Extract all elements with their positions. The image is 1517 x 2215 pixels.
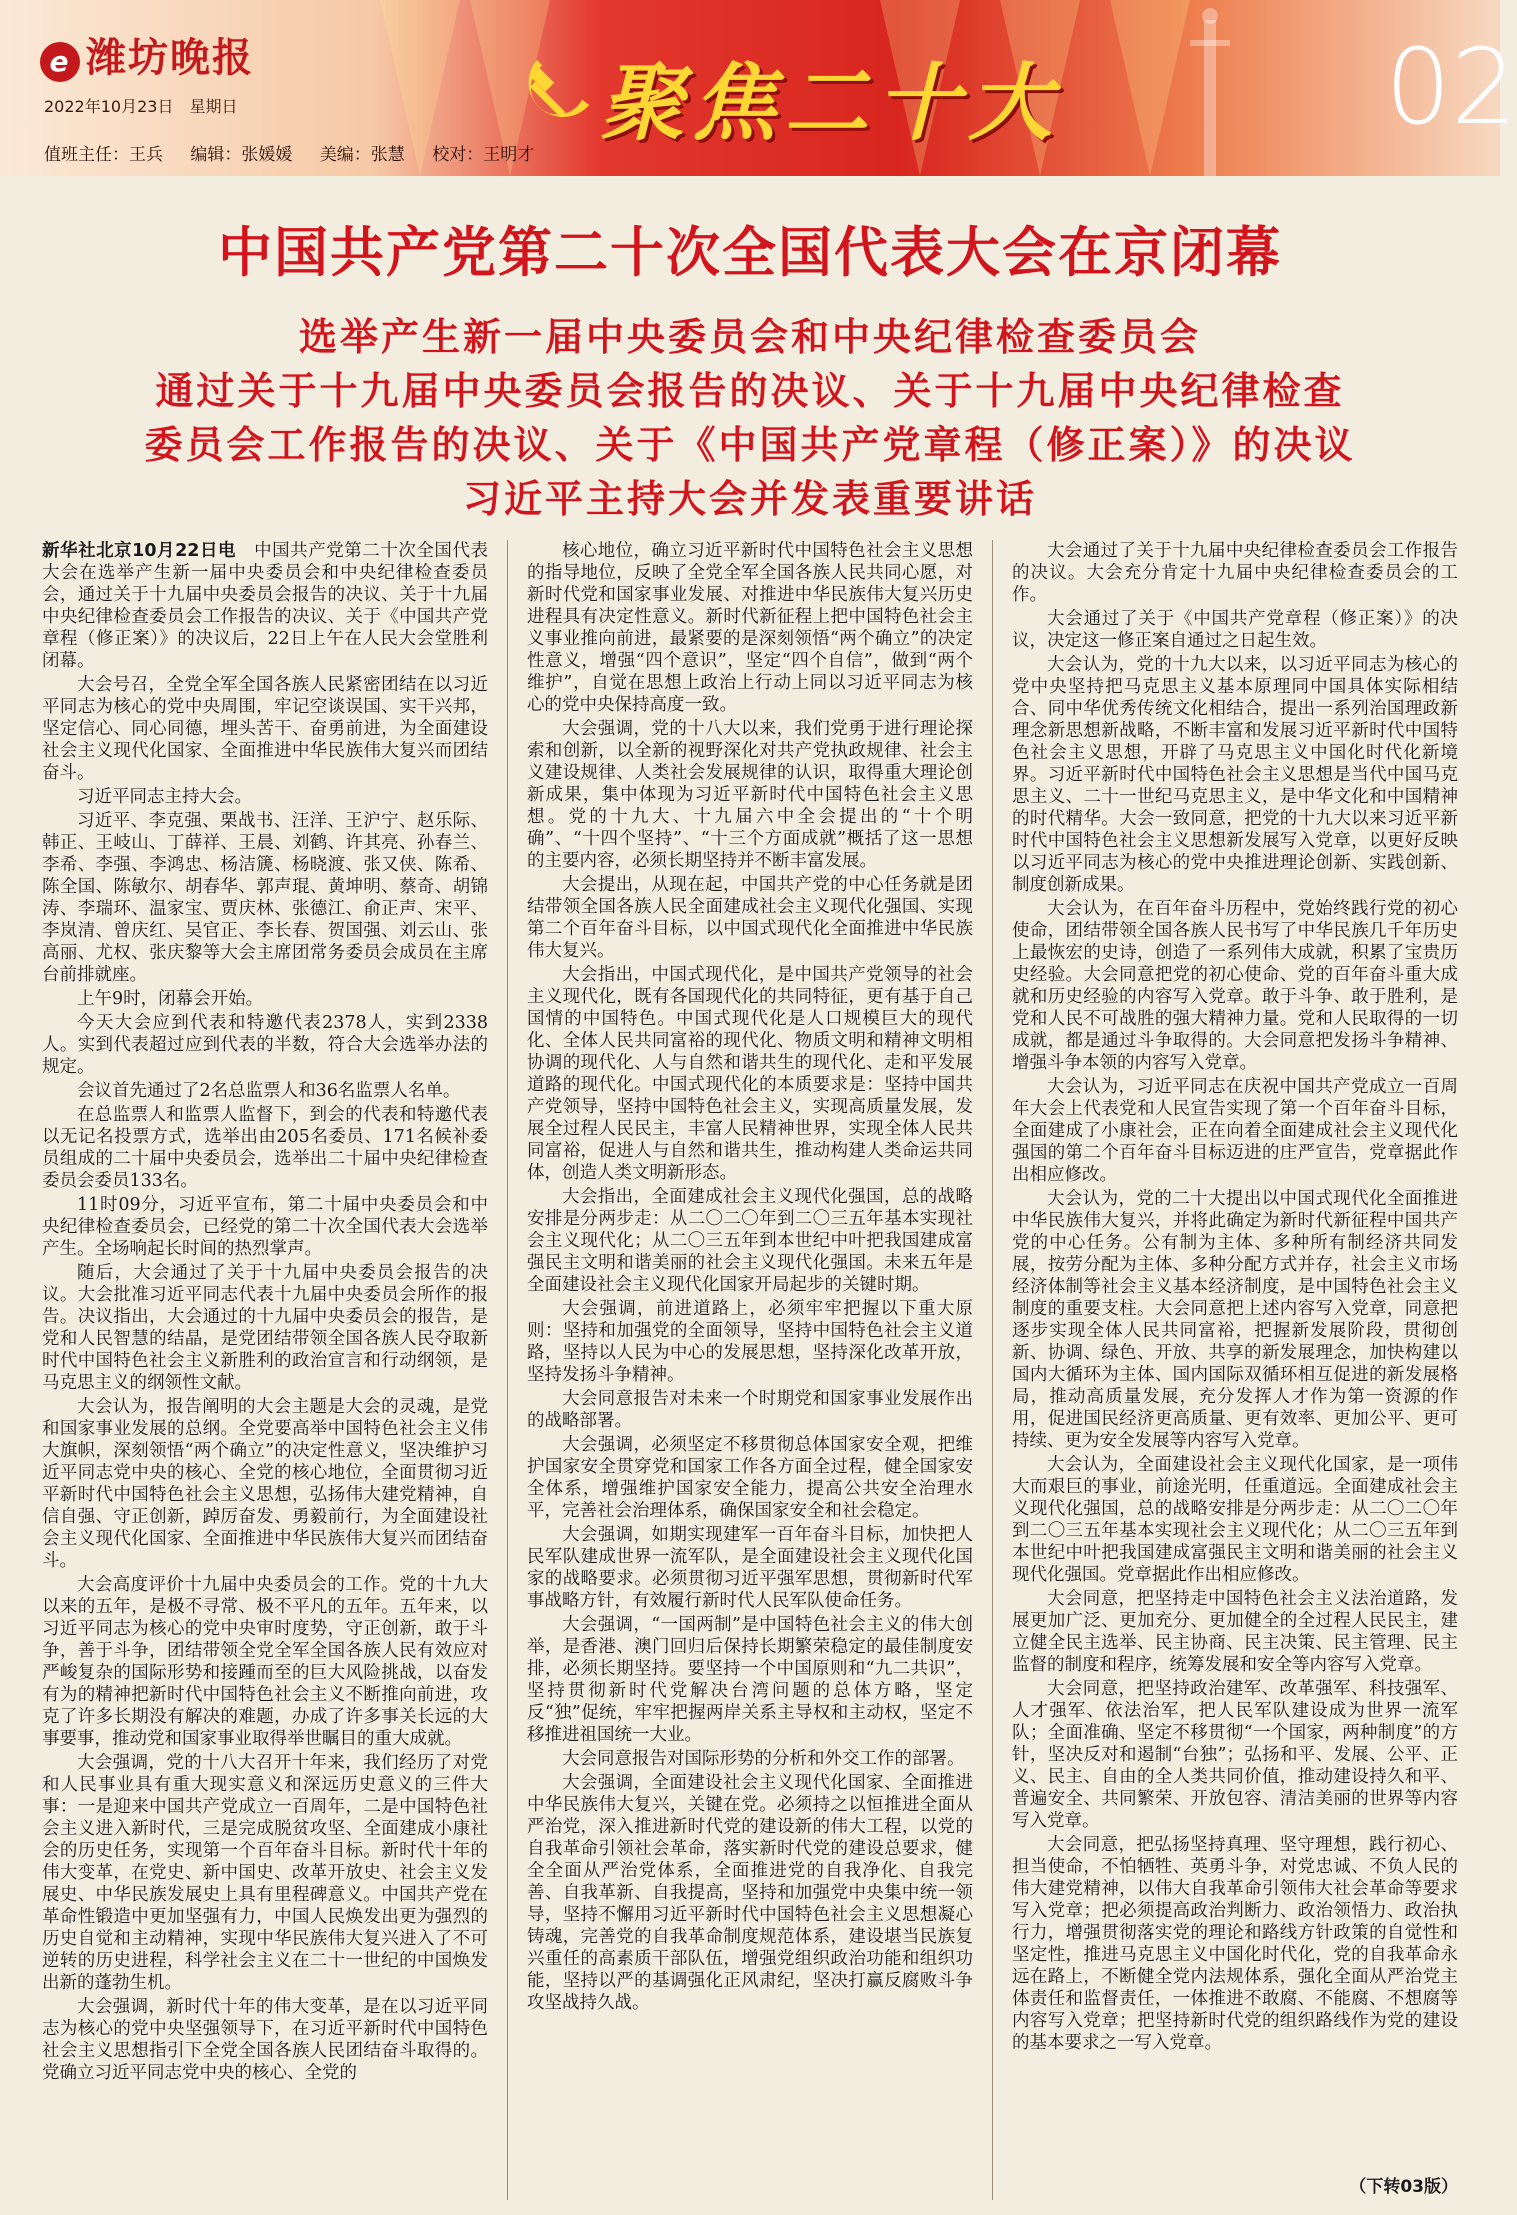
article-paragraph: 大会通过了关于《中国共产党章程（修正案）》的决议，决定这一修正案自通过之日起生效。 xyxy=(1012,609,1458,651)
article-paragraph: 今天大会应到代表和特邀代表2378人，实到2338人。实到代表超过应到代表的半数，符合大会选举办法的规定。 xyxy=(42,1013,488,1077)
article-paragraph: 大会强调，前进道路上，必须牢牢把握以下重大原则：坚持和加强党的全面领导，坚持中国特色社会主义道路，坚持以人民为中心的发展思想，坚持深化改革开放，坚持发扬斗争精神。 xyxy=(527,1299,973,1385)
main-headline: 中国共产党第二十次全国代表大会在京闭幕 xyxy=(218,221,1282,284)
article-paragraph: 大会同意报告对国际形势的分析和外交工作的部署。 xyxy=(562,1749,965,1769)
issue-date: 2022年10月23日 星期日 xyxy=(44,97,238,116)
logo-mark-icon: e xyxy=(40,42,80,82)
article-paragraph: 大会提出，从现在起，中国共产党的中心任务就是团结带领全国各族人民全面建成社会主义现代化强国、实现第二个百年奋斗目标，以中国式现代化全面推进中华民族伟大复兴。 xyxy=(527,875,973,961)
article-paragraph: 上午9时，闭幕会开始。 xyxy=(77,989,264,1009)
article-paragraph: 大会强调，如期实现建军一百年奋斗目标，加快把人民军队建成世界一流军队，是全面建设社会主义现代化国家的战略要求。必须贯彻习近平强军思想，贯彻新时代军事战略方针，有效履行新时代人民军队使命任务。 xyxy=(527,1525,973,1611)
credit-designer: 美编：张慧 xyxy=(319,145,405,165)
article-column-2 xyxy=(527,540,973,2200)
article-paragraph: 随后，大会通过了关于十九届中央委员会报告的决议。大会批准习近平同志代表十九届中央委员会所作的报告。决议指出，大会通过的十九届中央委员会的报告，是党和人民智慧的结晶，是党团结带领全国各族人民夺取新时代中国特色社会主义新胜利的政治宣言和行动纲领，是马克思主义的纲领性文献。 xyxy=(42,1263,488,1393)
editorial-credits xyxy=(44,140,556,165)
page-number: 02 xyxy=(1385,26,1517,148)
article-paragraph: 大会号召，全党全军全国各族人民紧密团结在以习近平同志为核心的党中央周围，牢记空谈误国、实干兴邦，坚定信心、同心同德，埋头苦干、奋勇前进，为全面建设社会主义现代化国家、全面推进中华民族伟大复兴而团结奋斗。 xyxy=(42,675,488,783)
hammer-sickle-icon xyxy=(510,42,600,132)
article-paragraph: 在总监票人和监票人监督下，到会的代表和特邀代表以无记名投票方式，选举出由205名委员、171名候补委员组成的二十届中央委员会，选举出二十届中央纪律检查委员会委员133名。 xyxy=(42,1105,488,1191)
article-paragraph: 大会认为，在百年奋斗历程中，党始终践行党的初心使命，团结带领全国各族人民书写了中华民族几千年历史上最恢宏的史诗，创造了一系列伟大成就，积累了宝贵历史经验。大会同意把党的初心使命、党的百年奋斗重大成就和历史经验的内容写入党章。敢于斗争、敢于胜利，是党和人民不可战胜的强大精神力量。党和人民取得的一切成就，都是通过斗争取得的。大会同意把发扬斗争精神、增强斗争本领的内容写入党章。 xyxy=(1012,899,1458,1073)
subheading-line: 委员会工作报告的决议、关于《中国共产党章程（修正案）》的决议 xyxy=(144,422,1356,467)
huabiao-pillar-icon xyxy=(1180,0,1240,176)
section-title: 聚焦二十大 xyxy=(600,54,1061,152)
article-paragraph: 核心地位，确立习近平新时代中国特色社会主义思想的指导地位，反映了全党全军全国各族人民共同心愿，对新时代党和国家事业发展、对推进中华民族伟大复兴历史进程具有决定性意义。新时代新征程上把中国特色社会主义事业推向前进，最紧要的是深刻领悟“两个确立”的决定性意义，增强“四个意识”，坚定“四个自信”，做到“两个维护”，自觉在思想上政治上行动上同以习近平同志为核心的党中央保持高度一致。 xyxy=(527,541,973,715)
column-divider xyxy=(992,540,993,2200)
article-body xyxy=(42,540,1458,2200)
article-paragraph: 大会同意，把坚持政治建军、改革强军、科技强军、人才强军、依法治军，把人民军队建设成为世界一流军队；全面准确、坚定不移贯彻“一个国家，两种制度”的方针，坚决反对和遏制“台独”；弘扬和平、发展、公平、正义、民主、自由的全人类共同价值，推动建设持久和平、普遍安全、共同繁荣、开放包容、清洁美丽的世界等内容写入党章。 xyxy=(1012,1679,1458,1831)
article-paragraph: 大会认为，党的二十大提出以中国式现代化全面推进中华民族伟大复兴，并将此确定为新时代新征程中国共产党的中心任务。公有制为主体、多种所有制经济共同发展，按劳分配为主体、多种分配方式并存，社会主义市场经济体制等社会主义基本经济制度，是中国特色社会主义制度的重要支柱。大会同意把上述内容写入党章，同意把逐步实现全体人民共同富裕，把握新发展阶段，贯彻创新、协调、绿色、开放、共享的新发展理念，加快构建以国内大循环为主体、国内国际双循环相互促进的新发展格局，推动高质量发展，充分发挥人才作为第一资源的作用，促进国民经济更高质量、更有效率、更加公平、更可持续、更为安全发展等内容写入党章。 xyxy=(1012,1189,1458,1451)
article-paragraph: 大会强调，必须坚定不移贯彻总体国家安全观，把维护国家安全贯穿党和国家工作各方面全过程，健全国家安全体系，增强维护国家安全能力，提高公共安全治理水平，完善社会治理体系，确保国家安全和社会稳定。 xyxy=(527,1435,973,1521)
article-paragraph: 习近平同志主持大会。 xyxy=(77,787,252,807)
credit-proofreader: 校对：王明才 xyxy=(432,145,535,165)
article-paragraph: 大会认为，报告阐明的大会主题是大会的灵魂，是党和国家事业发展的总纲。全党要高举中国特色社会主义伟大旗帜，深刻领悟“两个确立”的决定性意义，坚决维护习近平同志党中央的核心、全党的核心地位，全面贯彻习近平新时代中国特色社会主义思想，弘扬伟大建党精神，自信自强、守正创新，踔厉奋发、勇毅前行，为全面建设社会主义现代化国家、全面推进中华民族伟大复兴而团结奋斗。 xyxy=(42,1397,488,1571)
article-paragraph: 11时09分，习近平宣布，第二十届中央委员会和中央纪律检查委员会，已经党的第二十次全国代表大会选举产生。全场响起长时间的热烈掌声。 xyxy=(42,1195,488,1259)
article-paragraph: 会议首先通过了2名总监票人和36名监票人名单。 xyxy=(77,1081,461,1101)
article-paragraph: 大会同意，把弘扬坚持真理、坚守理想，践行初心、担当使命，不怕牺牲、英勇斗争，对党忠诚、不负人民的伟大建党精神，以伟大自我革命引领伟大社会革命等要求写入党章；把必须提高政治判断力、政治领悟力、政治执行力，增强贯彻落实党的理论和路线方针政策的自觉性和坚定性，推进马克思主义中国化时代化，党的自我革命永远在路上，不断健全党内法规体系，强化全面从严治党主体责任和监督责任，一体推进不敢腐、不能腐、不想腐等内容写入党章；把坚持新时代党的组织路线作为党的建设的基本要求之一写入党章。 xyxy=(1012,1835,1458,2053)
article-paragraph: 大会强调，党的十八大召开十年来，我们经历了对党和人民事业具有重大现实意义和深远历史意义的三件大事：一是迎来中国共产党成立一百周年，二是中国特色社会主义进入新时代，三是完成脱贫攻坚、全面建成小康社会的历史任务，实现第一个百年奋斗目标。新时代十年的伟大变革，在党史、新中国史、改革开放史、社会主义发展史、中华民族发展史上具有里程碑意义。中国共产党在革命性锻造中更加坚强有力，中国人民焕发出更为强烈的历史自觉和主动精神，实现中华民族伟大复兴进入了不可逆转的历史进程，科学社会主义在二十一世纪的中国焕发出新的蓬勃生机。 xyxy=(42,1753,488,1993)
article-paragraph: 大会强调，“一国两制”是中国特色社会主义的伟大创举，是香港、澳门回归后保持长期繁荣稳定的最佳制度安排，必须长期坚持。要坚持一个中国原则和“九二共识”，坚持贯彻新时代党解决台湾问题的总体方略，坚定反“独”促统，牢牢把握两岸关系主导权和主动权，坚定不移推进祖国统一大业。 xyxy=(527,1615,973,1745)
article-column-1 xyxy=(42,540,488,2200)
article-paragraph: 大会同意报告对未来一个时期党和国家事业发展作出的战略部署。 xyxy=(527,1389,973,1431)
masthead xyxy=(0,0,1517,176)
article-paragraph: 大会认为，习近平同志在庆祝中国共产党成立一百周年大会上代表党和人民宣告实现了第一个百年奋斗目标，全面建成了小康社会，正在向着全面建成社会主义现代化强国的第二个百年奋斗目标迈进的庄严宣告，党章据此作出相应修改。 xyxy=(1012,1077,1458,1185)
article-paragraph: 大会通过了关于十九届中央纪律检查委员会工作报告的决议。大会充分肯定十九届中央纪律检查委员会的工作。 xyxy=(1012,541,1458,605)
article-paragraph: 大会同意，把坚持走中国特色社会主义法治道路，发展更加广泛、更加充分、更加健全的全过程人民民主，建立健全民主选举、民主协商、民主决策、民主管理、民主监督的制度和程序，统筹发展和安全等内容写入党章。 xyxy=(1012,1589,1458,1675)
article-paragraph: 习近平、李克强、栗战书、汪洋、王沪宁、赵乐际、韩正、王岐山、丁薛祥、王晨、刘鹤、许其亮、孙春兰、李希、李强、李鸿忠、杨洁篪、杨晓渡、张又侠、陈希、陈全国、陈敏尔、胡春华、郭声琨、黄坤明、蔡奇、胡锦涛、李瑞环、温家宝、贾庆林、张德江、俞正声、宋平、李岚清、曾庆红、吴官正、李长春、贺国强、刘云山、张高丽、尤权、张庆黎等大会主席团常务委员会成员在主席台前排就座。 xyxy=(42,811,488,985)
lead-text: 中国共产党第二十次全国代表大会在选举产生新一届中央委员会和中央纪律检查委员会，通过关于十九届中央委员会报告的决议、关于十九届中央纪律检查委员会工作报告的决议、关于《中国共产党章程（修正案）》的决议后，22日上午在人民大会堂胜利闭幕。 xyxy=(42,541,489,671)
article-paragraph: 大会强调，新时代十年的伟大变革，是在以习近平同志为核心的党中央坚强领导下，在习近平新时代中国特色社会主义思想指引下全党全国各族人民团结奋斗取得的。党确立习近平同志党中央的核心、全党的 xyxy=(42,1997,488,2083)
article-paragraph: 大会认为，全面建设社会主义现代化国家，是一项伟大而艰巨的事业，前途光明，任重道远。全面建成社会主义现代化强国，总的战略安排是分两步走：从二〇二〇年到二〇三五年基本实现社会主义现代化；从二〇三五年到本世纪中叶把我国建成富强民主文明和谐美丽的社会主义现代化强国。党章据此作出相应修改。 xyxy=(1012,1455,1458,1585)
newspaper-logo xyxy=(40,26,254,83)
dateline: 新华社北京10月22日电 xyxy=(42,541,237,561)
article-paragraph: 大会高度评价十九届中央委员会的工作。党的十九大以来的五年，是极不寻常、极不平凡的五年。五年来，以习近平同志为核心的党中央审时度势，守正创新，敢于斗争，善于斗争，团结带领全党全军全国各族人民有效应对严峻复杂的国际形势和接踵而至的巨大风险挑战，以奋发有为的精神把新时代中国特色社会主义不断推向前进，攻克了许多长期没有解决的难题，办成了许多事关长远的大事要事，推动党和国家事业取得举世瞩目的重大成就。 xyxy=(42,1575,488,1749)
article-paragraph: 大会认为，党的十九大以来，以习近平同志为核心的党中央坚持把马克思主义基本原理同中国具体实际相结合、同中华优秀传统文化相结合，提出一系列治国理政新理念新思想新战略，不断丰富和发展习近平新时代中国特色社会主义思想，开辟了马克思主义中国化时代化新境界。习近平新时代中国特色社会主义思想是当代中国马克思主义、二十一世纪马克思主义，是中华文化和中国精神的时代精华。大会一致同意，把党的十九大以来习近平新时代中国特色社会主义思想新发展写入党章，以更好反映以习近平同志为核心的党中央推进理论创新、实践创新、制度创新成果。 xyxy=(1012,655,1458,895)
subheading-line: 习近平主持大会并发表重要讲话 xyxy=(462,476,1037,521)
continued-note: （下转03版） xyxy=(1343,2172,1458,2197)
newspaper-name: 潍坊晚报 xyxy=(86,35,254,81)
article-paragraph xyxy=(42,540,488,672)
article-paragraph: 大会指出，全面建成社会主义现代化强国，总的战略安排是分两步走：从二〇二〇年到二〇三五年基本实现社会主义现代化；从二〇三五年到本世纪中叶把我国建成富强民主文明和谐美丽的社会主义现代化强国。未来五年是全面建设社会主义现代化国家开局起步的关键时期。 xyxy=(527,1187,973,1295)
column-divider xyxy=(507,540,508,2200)
subheadings xyxy=(0,310,1500,526)
article-column-3 xyxy=(1012,540,1458,2200)
subheading-line: 选举产生新一届中央委员会和中央纪律检查委员会 xyxy=(298,314,1201,359)
article-paragraph: 大会强调，全面建设社会主义现代化国家、全面推进中华民族伟大复兴，关键在党。必须持之以恒推进全面从严治党，深入推进新时代党的建设新的伟大工程，以党的自我革命引领社会革命，落实新时代党的建设总要求，健全全面从严治党体系，全面推进党的自我净化、自我完善、自我革新、自我提高，坚持和加强党中央集中统一领导，坚持不懈用习近平新时代中国特色社会主义思想凝心铸魂，完善党的自我革命制度规范体系，建设堪当民族复兴重任的高素质干部队伍，增强党组织政治功能和组织功能，坚持以严的基调强化正风肃纪，坚决打赢反腐败斗争攻坚战持久战。 xyxy=(527,1773,973,2013)
article-paragraph: 大会指出，中国式现代化，是中国共产党领导的社会主义现代化，既有各国现代化的共同特征，更有基于自己国情的中国特色。中国式现代化是人口规模巨大的现代化、全体人民共同富裕的现代化、物质文明和精神文明相协调的现代化、人与自然和谐共生的现代化、走和平发展道路的现代化。中国式现代化的本质要求是：坚持中国共产党领导，坚持中国特色社会主义，实现高质量发展，发展全过程人民民主，丰富人民精神世界，实现全体人民共同富裕，促进人与自然和谐共生，推动构建人类命运共同体，创造人类文明新形态。 xyxy=(527,965,973,1183)
subheading-line: 通过关于十九届中央委员会报告的决议、关于十九届中央纪律检查 xyxy=(155,368,1345,413)
credit-editor: 编辑：张媛媛 xyxy=(190,145,293,165)
credit-duty-director: 值班主任：王兵 xyxy=(44,145,163,165)
article-paragraph: 大会强调，党的十八大以来，我们党勇于进行理论探索和创新，以全新的视野深化对共产党执政规律、社会主义建设规律、人类社会发展规律的认识，取得重大理论创新成果，集中体现为习近平新时代中国特色社会主义思想。党的十九大、十九届六中全会提出的“十个明确”、“十四个坚持”、“十三个方面成就”概括了这一思想的主要内容，必须长期坚持并不断丰富发展。 xyxy=(527,719,973,871)
